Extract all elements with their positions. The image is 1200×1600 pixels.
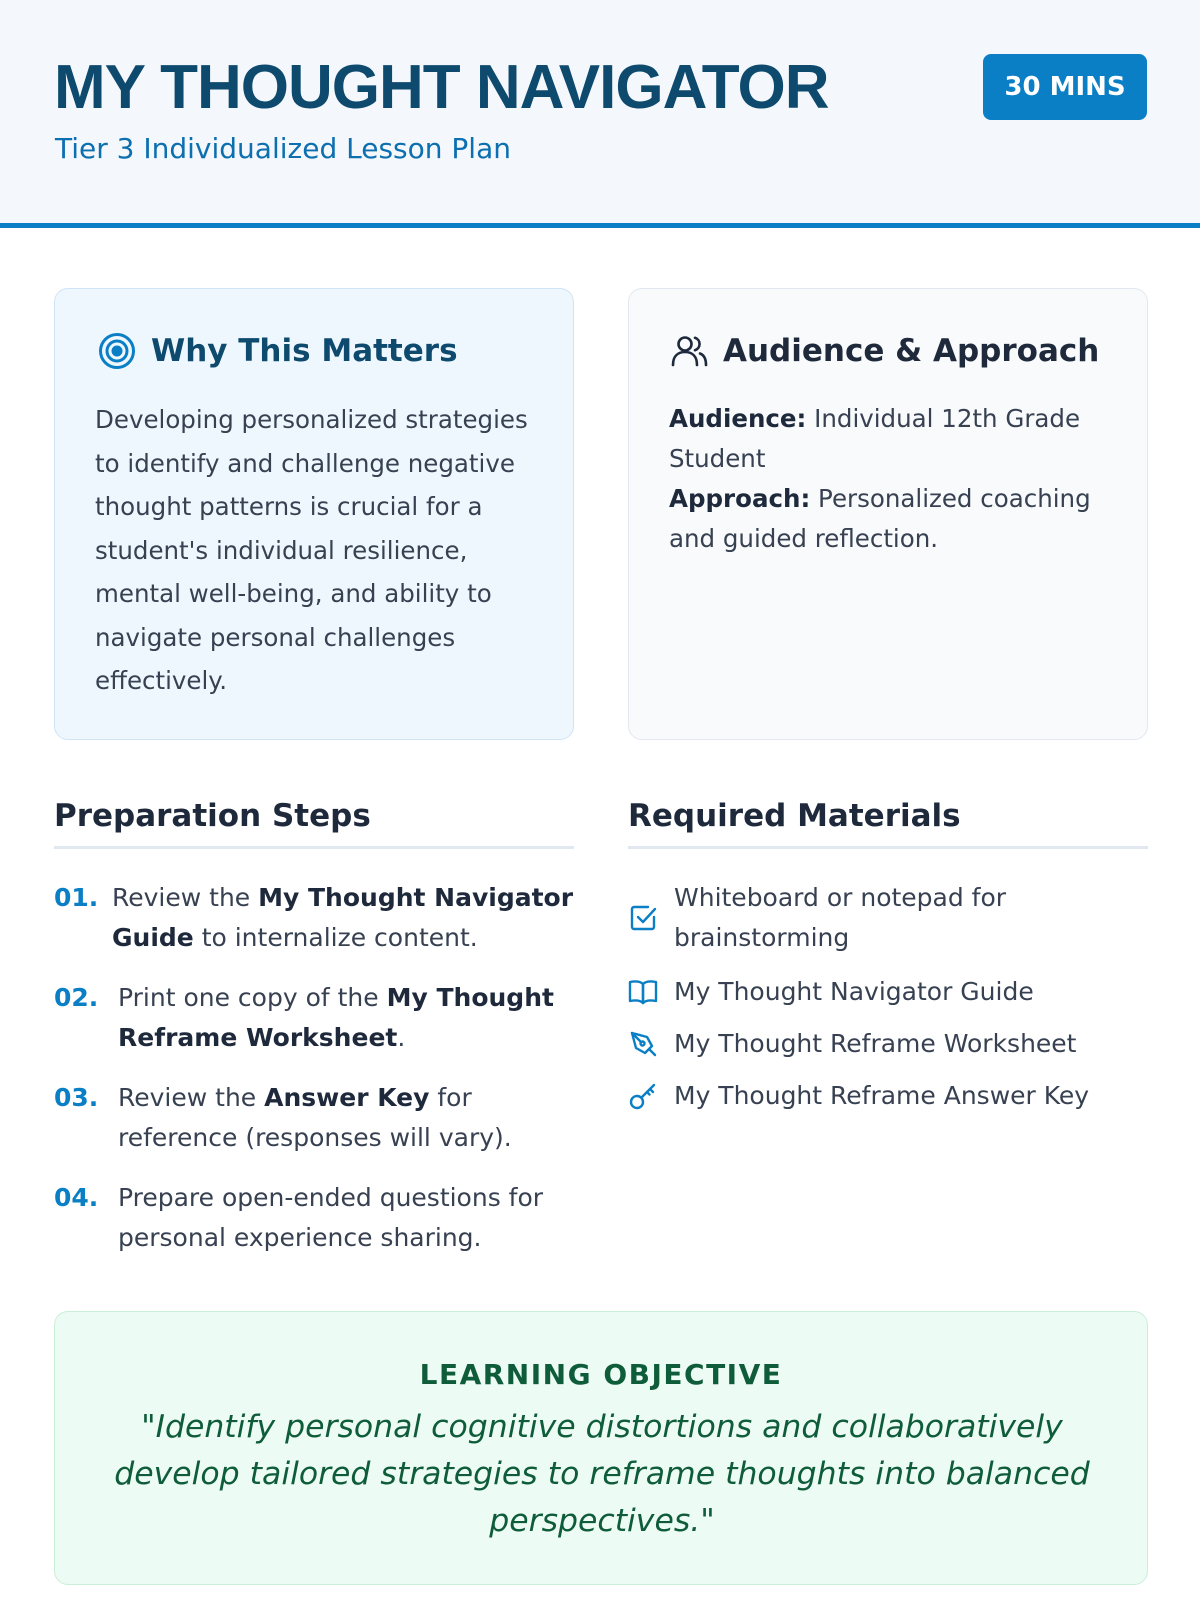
audience-card-title: Audience & Approach (723, 333, 1100, 369)
step-text (112, 878, 574, 958)
materials-title: Required Materials (628, 798, 961, 834)
step-text-pre: Print one copy of the (118, 983, 387, 1012)
step-number: 01. (54, 883, 99, 912)
step-text-post: for reference (responses will vary). (118, 1083, 512, 1152)
prep-step (54, 978, 574, 1058)
step-text-bold: Answer Key (264, 1083, 430, 1112)
preparation-divider (54, 846, 574, 849)
preparation-title: Preparation Steps (54, 798, 371, 834)
step-text-post: . (397, 1023, 406, 1052)
approach-value: Personalized coaching and guided reflection. (669, 484, 1091, 553)
step-number: 03. (54, 1083, 99, 1112)
learning-objective-box (54, 1311, 1148, 1585)
objective-text: "Identify personal cognitive distortions and collaboratively develop tailored strategies to reframe thoughts into balanced perspectives." (114, 1409, 1090, 1539)
prep-step (54, 1078, 574, 1158)
key-icon (628, 1081, 658, 1111)
audience-line (669, 399, 1119, 479)
material-label: My Thought Reframe Worksheet (674, 1029, 1077, 1058)
approach-line (669, 479, 1119, 559)
step-text-bold: My Thought Reframe Worksheet (118, 983, 554, 1052)
material-item (628, 972, 1148, 1012)
book-icon (628, 977, 658, 1007)
page-subtitle: Tier 3 Individualized Lesson Plan (55, 132, 511, 165)
page-title: MY THOUGHT NAVIGATOR (54, 53, 829, 122)
audience-value: Individual 12th Grade Student (669, 404, 1081, 473)
material-item (628, 878, 1148, 958)
audience-approach-card (628, 288, 1148, 740)
material-item (628, 1076, 1148, 1116)
materials-divider (628, 846, 1148, 849)
pen-icon (628, 1029, 658, 1059)
why-card-title: Why This Matters (151, 333, 458, 369)
step-text (118, 1078, 574, 1158)
why-card-body: Developing personalized strategies to identify and challenge negative thought patterns is crucial for a student's individual resilience, mental well-being, and ability to navigate personal challenges effectively. (95, 405, 528, 695)
material-label: Whiteboard or notepad for brainstorming (674, 883, 1007, 952)
prep-step (54, 878, 574, 958)
audience-label: Audience: (669, 404, 807, 433)
material-label: My Thought Reframe Answer Key (674, 1081, 1090, 1110)
step-text (118, 978, 574, 1058)
target-icon (97, 331, 137, 371)
step-text-pre: Review the (112, 883, 259, 912)
why-this-matters-card (54, 288, 574, 740)
users-icon (669, 331, 709, 371)
objective-label: LEARNING OBJECTIVE (419, 1358, 783, 1391)
page-header (0, 0, 1200, 228)
material-label: My Thought Navigator Guide (674, 977, 1034, 1006)
why-card-header (97, 331, 458, 371)
audience-card-body (669, 399, 1119, 559)
checkbox-icon (628, 903, 658, 933)
step-text-post: to internalize content. (193, 923, 478, 952)
step-text-bold: My Thought Navigator Guide (112, 883, 574, 952)
step-text-pre: Prepare open-ended questions for personal experience sharing. (118, 1183, 544, 1252)
prep-step (54, 1178, 574, 1258)
audience-card-header (669, 331, 1099, 371)
approach-label: Approach: (669, 484, 811, 513)
step-text-pre: Review the (118, 1083, 265, 1112)
material-item (628, 1024, 1148, 1064)
step-number: 04. (54, 1183, 99, 1212)
step-number: 02. (54, 983, 99, 1012)
duration-badge: 30 MINS (983, 54, 1147, 120)
step-text (118, 1178, 574, 1258)
